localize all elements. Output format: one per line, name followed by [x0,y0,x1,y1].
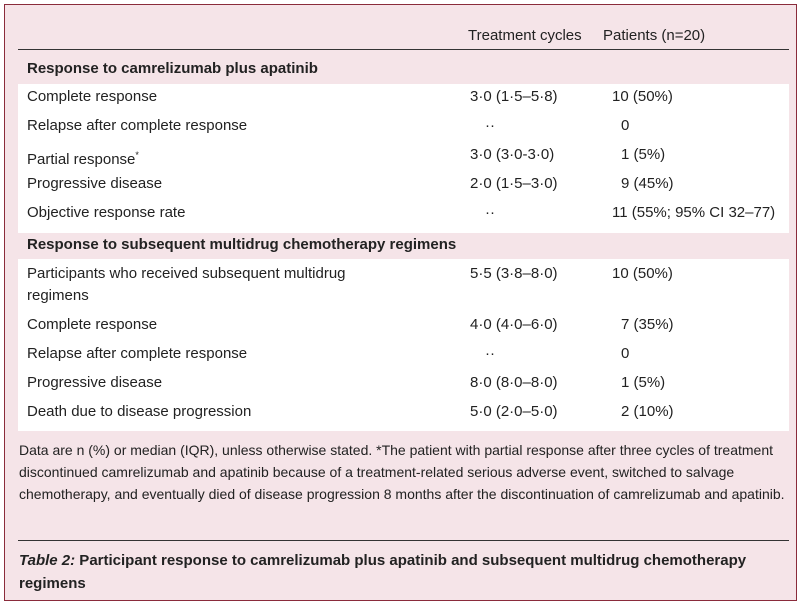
row-label: Progressive disease [27,175,163,192]
row-cycles: 2·0 (1·5–3·0) [470,175,558,192]
row-patients: 2 (10%) [621,403,674,420]
row-label: Relapse after complete response [27,117,248,134]
section-2-body [18,259,789,431]
row-cycles: 5·0 (2·0–5·0) [470,403,558,420]
row-patients: 1 (5%) [621,146,666,163]
row-cycles: ·· [485,204,495,221]
footnote-marker: * [135,150,139,160]
section-title-multidrug: Response to subsequent multidrug chemotherapy regimens [27,236,457,253]
row-patients: 7 (35%) [621,316,674,333]
row-label: Complete response [27,88,158,105]
row-cycles: 3·0 (1·5–5·8) [470,88,558,105]
row-cycles: 8·0 (8·0–8·0) [470,374,558,391]
row-cycles: 5·5 (3·8–8·0) [470,265,558,282]
row-label: Complete response [27,316,158,333]
table-footnote: Data are n (%) or median (IQR), unless otherwise stated. *The patient with partial response after three cycles of treatment discontinued camrelizumab and apatinib because of a treatment-related serious adverse event, switched to salvage chemotherapy, and eventually died of disease progression 8 months after the discontinuation of camrelizumab and apatinib. [19,442,785,502]
caption-rule [18,540,789,541]
row-patients: 11 (55%; 95% CI 32–77) [612,204,776,221]
section-title-camrelizumab: Response to camrelizumab plus apatinib [27,60,318,77]
row-patients: 1 (5%) [621,374,666,391]
row-label: Participants who received subsequent multidrug regimens [27,265,346,304]
row-cycles: 3·0 (3·0-3·0) [470,146,555,163]
column-header-patients: Patients (n=20) [603,27,706,44]
row-patients: 0 [621,117,630,134]
row-label [27,144,367,171]
header-rule [18,49,789,50]
column-header-treatment-cycles: Treatment cycles [468,27,582,44]
caption-text: Participant response to camrelizumab plus apatinib and subsequent multidrug chemotherapy regimens [19,552,747,592]
row-cycles: 4·0 (4·0–6·0) [470,316,558,333]
row-patients: 10 (50%) [612,265,673,282]
row-cycles: ·· [485,345,495,362]
row-label: Progressive disease [27,374,163,391]
row-cycles: ·· [485,117,495,134]
caption-label: Table 2: [19,552,76,569]
row-label-text: Partial response [27,151,136,168]
row-label: Relapse after complete response [27,345,248,362]
row-patients: 0 [621,345,630,362]
row-label: Objective response rate [27,204,186,221]
table-caption [19,549,785,595]
section-1-body [18,84,789,233]
row-patients: 9 (45%) [621,175,674,192]
row-patients: 10 (50%) [612,88,673,105]
table-frame [4,4,797,601]
row-label: Death due to disease progression [27,403,252,420]
